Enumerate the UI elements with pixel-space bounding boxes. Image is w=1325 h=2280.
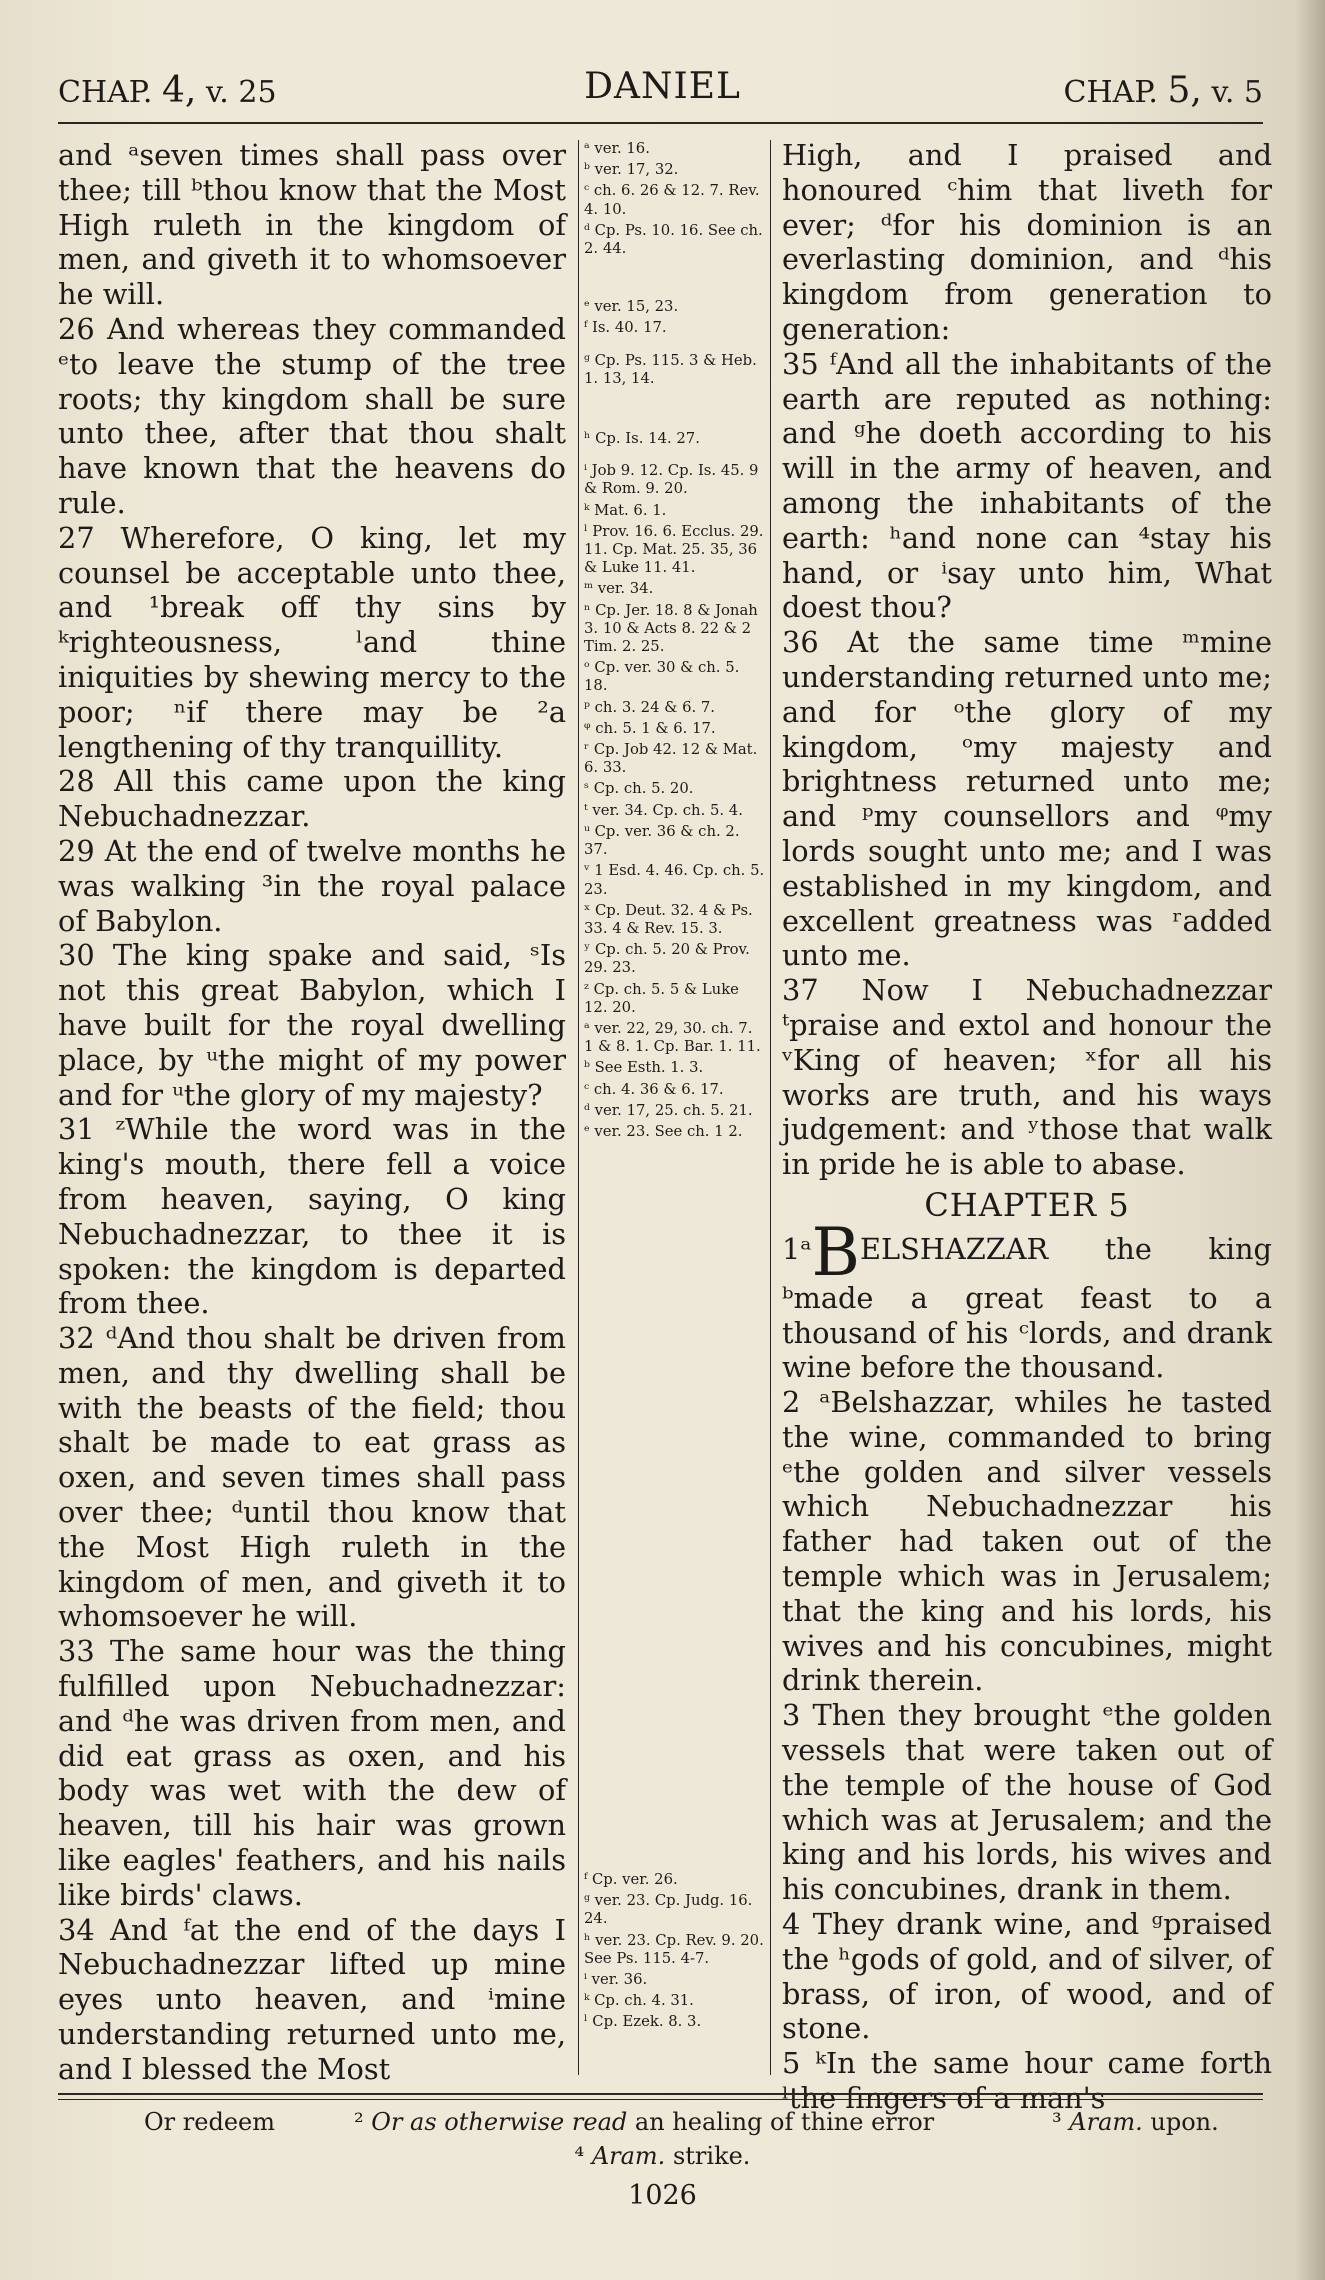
left-verse: and ᵃseven times shall pass over thee; till ᵇthou know that the Most High ruleth in the kingdom of men, and giveth it to whomsoever he will. [58, 138, 566, 312]
drop-cap: B [811, 1213, 860, 1291]
cross-reference: ᵒ Cp. ver. 30 & ch. 5. 18. [584, 659, 740, 695]
footer-rule-thin [58, 2099, 1263, 2100]
cross-reference: ⁱ ver. 36. [584, 1971, 648, 1989]
cross-reference: ʸ Cp. ch. 5. 20 & Prov. 29. 23. [584, 941, 750, 977]
book-title: DANIEL [584, 66, 741, 107]
right-verse: 35 ᶠAnd all the inhabitants of the earth are reputed as nothing: and ᵍhe doeth according to his will in the army of heaven, and among the inhabitants of the earth: ʰand none can ⁴stay his hand, or ⁱsay unto him, What doest thou? [782, 346, 1272, 625]
footnote-2-text: an healing of thine error [634, 2108, 935, 2136]
left-verse: 27 Wherefore, O king, let my counsel be acceptable unto thee, and ¹break off thy sins by ᵏrighteousness, ˡand thine iniquities by shewing mercy to the poor; ⁿif there may be ²a lengthening of thy tranquillity. [58, 520, 566, 764]
column-rule-left [578, 140, 579, 2075]
right-verse: 4 They drank wine, and ᵍpraised the ʰgods of gold, and of silver, of brass, of iron, of wood, and of stone. [782, 1907, 1272, 2046]
cross-references-top [584, 140, 766, 1144]
header-rule [58, 122, 1263, 124]
cross-reference: ˡ Prov. 16. 6. Ecclus. 29. 11. Cp. Mat. 25. 35, 36 & Luke 11. 41. [584, 522, 764, 577]
cross-reference: ˡ Cp. Ezek. 8. 3. [584, 2013, 702, 2031]
cross-reference: ˣ Cp. Deut. 32. 4 & Ps. 33. 4 & Rev. 15. 3. [584, 901, 753, 937]
cross-reference: ᵍ Cp. Ps. 115. 3 & Heb. 1. 13, 14. [584, 351, 757, 387]
cross-reference: ᵃ ver. 16. [584, 140, 650, 157]
cross-reference: ʳ Cp. Job 42. 12 & Mat. 6. 33. [584, 741, 758, 777]
cross-reference: ᵛ 1 Esd. 4. 46. Cp. ch. 5. 23. [584, 862, 765, 898]
cross-reference: ᶻ Cp. ch. 5. 5 & Luke 12. 20. [584, 980, 739, 1016]
cross-reference: ᵇ See Esth. 1. 3. [584, 1059, 704, 1077]
right-verse: 3 Then they brought ᵉthe golden vessels that were taken out of the temple of the house of God which was at Jerusalem; and the king and his lords, his wives and his concubines, drank in them. [782, 1698, 1272, 1907]
cross-reference: ᵠ ch. 5. 1 & 6. 17. [584, 719, 716, 737]
cross-reference: ᵍ ver. 23. Cp. Judg. 16. 24. [584, 1892, 753, 1928]
footnote-2 [354, 2108, 934, 2136]
cross-reference: ᶜ ch. 4. 36 & 6. 17. [584, 1080, 724, 1098]
left-verse: 29 At the end of twelve months he was walking ³in the royal palace of Babylon. [58, 833, 566, 938]
right-text-column [782, 138, 1272, 2116]
spine-shadow [1295, 0, 1325, 2280]
page-number: 1026 [628, 2180, 697, 2211]
header-right-chapter: 5, [1167, 70, 1202, 111]
left-verse: 31 ᶻWhile the word was in the king's mouth, there fell a voice from heaven, saying, O king Nebuchadnezzar, to thee it is spoken: the kingdom is departed from thee. [58, 1112, 566, 1321]
footer-rule [58, 2093, 1263, 2095]
cross-reference: ᶠ Cp. ver. 26. [584, 1871, 678, 1888]
left-verse: 28 All this came upon the king Nebuchadnezzar. [58, 764, 566, 834]
column-rule-right [770, 140, 771, 2075]
left-verse: 33 The same hour was the thing fulfilled upon Nebuchadnezzar: and ᵈhe was driven from men, and did eat grass as oxen, and his body was wet with the dew of heaven, till his hair was grown like eagles' feathers, and his nails like birds' claws. [58, 1634, 566, 1912]
header-left-label: CHAP. [58, 75, 153, 110]
cross-reference: ʰ Cp. Is. 14. 27. [584, 430, 700, 448]
left-verse: 30 The king spake and said, ˢIs not this great Babylon, which I have built for the royal dwelling place, by ᵘthe might of my power and for ᵘthe glory of my majesty? [58, 938, 566, 1112]
left-verse: 32 ᵈAnd thou shalt be driven from men, and thy dwelling shall be with the beasts of the field; thou shalt be made to eat grass as oxen, and seven times shall pass over thee; ᵈuntil thou know that the Most High ruleth in the kingdom of men, and giveth it to whomsoever he will. [58, 1321, 566, 1634]
cross-reference: ᵏ Mat. 6. 1. [584, 501, 667, 519]
cross-reference: ᵗ ver. 34. Cp. ch. 5. 4. [584, 801, 743, 819]
header-right [1064, 70, 1263, 111]
footnote-3-italic: Aram. [1069, 2108, 1143, 2136]
footnote-2-italic: Or as otherwise read [371, 2108, 628, 2136]
cross-reference: ᵃ ver. 22, 29, 30. ch. 7. 1 & 8. 1. Cp. Bar. 1. 11. [584, 1019, 761, 1056]
header-right-verse: v. 5 [1211, 75, 1263, 110]
right-verse: 5 ᵏIn the same hour came forth ˡthe fingers of a man's [782, 2046, 1272, 2116]
right-verse: 37 Now I Nebuchadnezzar ᵗpraise and extol and honour the ᵛKing of heaven; ˣfor all his works are truth, and his ways judgement: and ʸthose that walk in pride he is able to abase. [782, 973, 1272, 1182]
header-right-label: CHAP. [1063, 75, 1158, 110]
footnote-4-italic: Aram. [591, 2142, 666, 2170]
header-left-chapter: 4, [161, 70, 197, 111]
cross-reference: ⁿ Cp. Jer. 18. 8 & Jonah 3. 10 & Acts 8. 22 & 2 Tim. 2. 25. [584, 601, 758, 656]
cross-reference: ⁱ Job 9. 12. Cp. Is. 45. 9 & Rom. 9. 20. [584, 462, 759, 498]
footnote-4 [0, 2142, 1325, 2170]
cross-reference: ᵏ Cp. ch. 4. 31. [584, 1992, 694, 2010]
cross-reference: ʰ ver. 23. Cp. Rev. 9. 20. See Ps. 115. 4-7. [584, 1931, 764, 1967]
cross-references-bottom [584, 1871, 766, 2035]
cross-reference: ᵉ ver. 15, 23. [584, 298, 679, 316]
cross-reference: ᵉ ver. 23. See ch. 1 2. [584, 1122, 743, 1140]
footnote-3 [1052, 2108, 1219, 2136]
right-verse: High, and I praised and honoured ᶜhim that liveth for ever; ᵈfor his dominion is an everlasting dominion, and ᵈhis kingdom from generation to generation: [782, 138, 1272, 346]
cross-reference: ᵐ ver. 34. [584, 580, 654, 598]
footnote-4-text: strike. [672, 2142, 751, 2170]
verse-marker: 1ᵃ [782, 1231, 812, 1266]
footnote-3-text: upon. [1150, 2108, 1219, 2136]
left-verse: 34 And ᶠat the end of the days I Nebuchadnezzar lifted up mine eyes unto heaven, and ⁱmine understanding returned unto me, and I blessed the Most [58, 1912, 566, 2086]
chapter-opening-verse [782, 1213, 1272, 1385]
cross-reference: ᶜ ch. 6. 26 & 12. 7. Rev. 4. 10. [584, 182, 760, 218]
footnote-1 [144, 2108, 275, 2136]
footnote-3-number: ³ [1052, 2108, 1062, 2136]
right-verse: 36 At the same time ᵐmine understanding returned unto me; and for ᵒthe glory of my kingdom, ᵒmy majesty and brightness returned unto me; and ᵖmy counsellors and ᵠmy lords sought unto me; and I was established in my kingdom, and excellent greatness was ʳadded unto me. [782, 625, 1272, 973]
right-verse: 2 ᵃBelshazzar, whiles he tasted the wine, commanded to bring ᵉthe golden and silver vessels which Nebuchadnezzar his father had taken out of the temple which was in Jerusalem; that the king and his lords, his wives and his concubines, might drink therein. [782, 1385, 1272, 1698]
cross-reference: ˢ Cp. ch. 5. 20. [584, 780, 694, 798]
footnote-2-number: ² [354, 2108, 364, 2136]
left-text-column [58, 138, 566, 2086]
opening-text: ELSHAZZAR the king ᵇmade a great feast to a thousand of his ᶜlords, and drank wine before the thousand. [782, 1231, 1272, 1385]
cross-reference: ᶠ Is. 40. 17. [584, 319, 667, 337]
left-verse: 26 And whereas they commanded ᵉto leave the stump of the tree roots; thy kingdom shall be sure unto thee, after that thou shalt have known that the heavens do rule. [58, 311, 566, 520]
cross-reference: ᵈ Cp. Ps. 10. 16. See ch. 2. 44. [584, 221, 763, 258]
footnote-1-text: Or redeem [144, 2108, 275, 2136]
cross-reference: ᵘ Cp. ver. 36 & ch. 2. 37. [584, 822, 740, 859]
cross-reference: ᵈ ver. 17, 25. ch. 5. 21. [584, 1101, 753, 1119]
footnote-4-number: ⁴ [574, 2142, 585, 2170]
cross-reference: ᵇ ver. 17, 32. [584, 161, 679, 179]
chapter-heading: CHAPTER 5 [924, 1185, 1130, 1224]
header-left-verse: v. 25 [205, 75, 277, 110]
cross-reference: ᵖ ch. 3. 24 & 6. 7. [584, 698, 716, 716]
